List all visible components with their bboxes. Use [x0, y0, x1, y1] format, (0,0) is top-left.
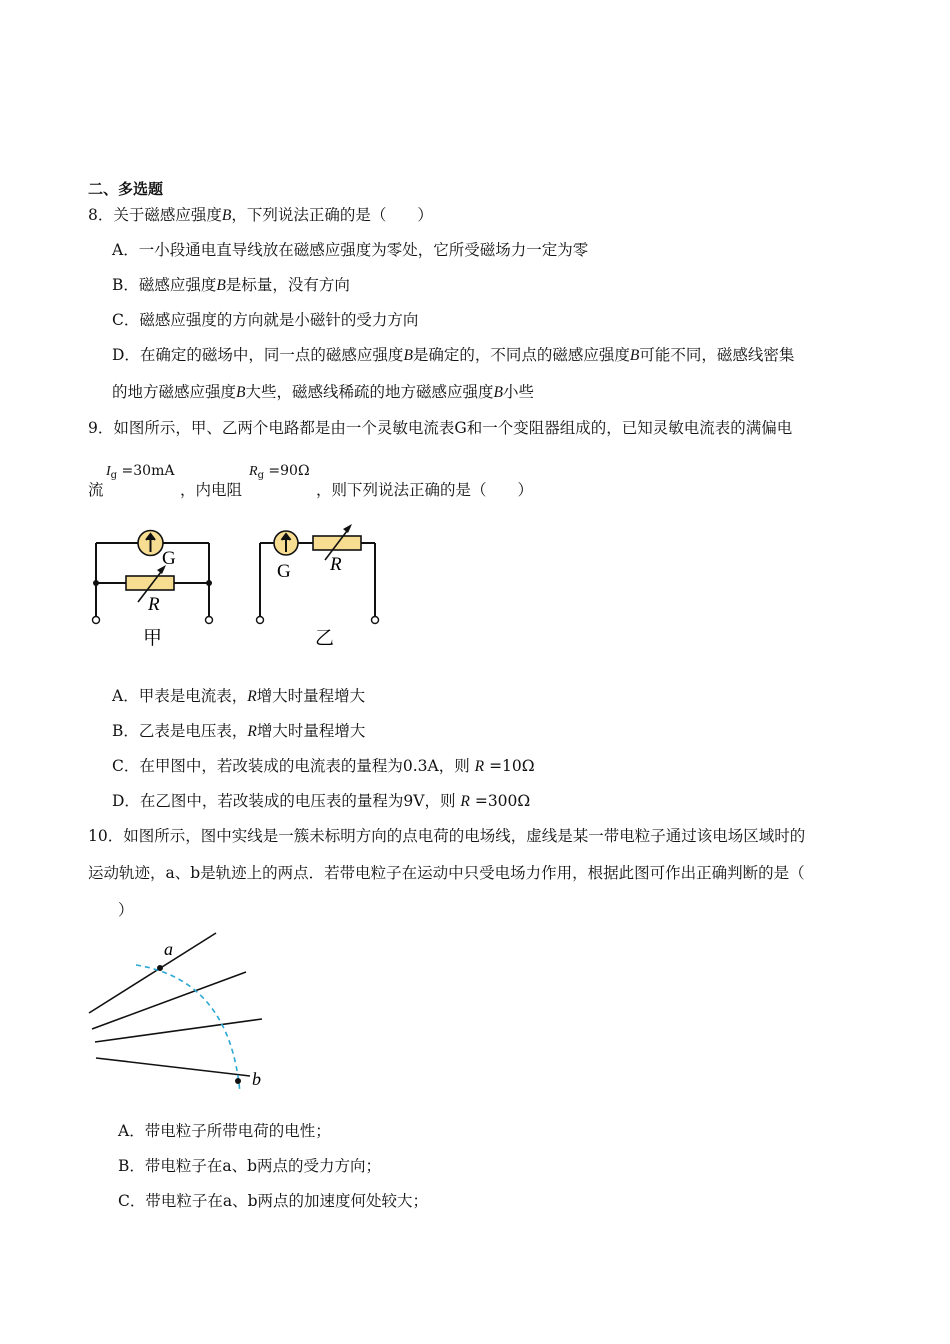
q9-stem-line1: 9．如图所示，甲、乙两个电路都是由一个灵敏电流表G和一个变阻器组成的，已知灵敏电流表的满偏电	[88, 419, 793, 437]
field-line	[89, 933, 216, 1013]
q10-option-a: A．带电粒子所带电荷的电性；	[118, 1122, 331, 1140]
q10-stem-line1: 10．如图所示，图中实线是一簇未标明方向的点电荷的电场线，虚线是某一带电粒子通过该电场区域时的	[88, 827, 806, 845]
q9-a-var: R	[247, 688, 257, 705]
q8-option-b	[112, 273, 350, 295]
rheostat-1-icon	[126, 576, 174, 590]
terminal-icon	[257, 617, 264, 624]
q8-d1c: 可能不同，磁感线密集	[639, 346, 795, 364]
q8-d2c: 小些	[502, 383, 534, 401]
q9-d-var: R	[460, 793, 470, 810]
point-a	[157, 965, 163, 971]
ig-var: I	[106, 464, 111, 479]
q8-d1a: D．在确定的磁场中，同一点的磁感应强度	[112, 346, 404, 364]
q8-b-var: B	[216, 277, 226, 294]
q9-ig-expr	[106, 463, 174, 480]
terminal-icon	[93, 617, 100, 624]
q10-stem-line2: 运动轨迹，a、b是轨迹上的两点．若带电粒子在运动中只受电场力作用，根据此图可作出正确判断的是（	[88, 864, 805, 882]
q8-option-a: A．一小段通电直导线放在磁感应强度为零处，它所受磁场力一定为零	[112, 241, 589, 259]
fig-label-r2: R	[330, 554, 342, 575]
q8-d2a: 的地方磁感应强度	[112, 383, 237, 401]
fig-label-b: b	[252, 1069, 261, 1089]
fig-label-r1: R	[148, 594, 160, 615]
section-title: 二、多选题	[88, 180, 164, 198]
q10-stem-line3: ）	[118, 901, 134, 919]
rg-val: =90Ω	[268, 463, 310, 479]
q9-option-d	[112, 789, 530, 811]
q8-d2v1: B	[236, 384, 246, 401]
q8-b-pre: B．磁感应强度	[112, 276, 217, 294]
q9-option-c	[112, 754, 535, 776]
q9-b-pre: B．乙表是电压表，	[112, 722, 248, 740]
q8-b-post: 是标量，没有方向	[225, 276, 350, 294]
q9-option-b	[112, 719, 365, 741]
q8-d1b: 是确定的，不同点的磁感应强度	[412, 346, 630, 364]
q9-a-post: 增大时量程增大	[256, 687, 366, 705]
fig-label-g1: G	[162, 548, 176, 569]
field-line	[92, 972, 246, 1029]
fig-caption-2: 乙	[315, 628, 335, 649]
ig-sub: g	[110, 470, 118, 481]
q9-option-a	[112, 684, 365, 706]
q9-circuit-figure	[80, 520, 400, 655]
q8-stem-var: B	[221, 207, 232, 224]
q9-c-pre: C．在甲图中，若改装成的电流表的量程为0.3A，则	[112, 757, 470, 775]
q10-field-figure	[80, 925, 280, 1095]
q9-d-val: =300Ω	[474, 792, 531, 810]
q8-d1v1: B	[403, 347, 413, 364]
field-line	[95, 1019, 262, 1042]
q9-d-pre: D．在乙图中，若改装成的电压表的量程为9V，则	[112, 792, 456, 810]
q9-c-val: =10Ω	[489, 757, 535, 775]
q8-option-d-line1	[112, 343, 794, 365]
point-b	[235, 1078, 241, 1084]
ig-val: =30mA	[121, 463, 175, 479]
q9-stem-line2a: 流	[88, 481, 104, 499]
q8-stem	[88, 203, 433, 225]
q8-d2v2: B	[493, 384, 503, 401]
fig-caption-1: 甲	[143, 628, 163, 649]
q10-option-b: B．带电粒子在a、b两点的受力方向；	[118, 1157, 382, 1175]
terminal-icon	[206, 617, 213, 624]
fig-label-g2: G	[277, 561, 291, 582]
q8-option-c: C．磁感应强度的方向就是小磁针的受力方向	[112, 311, 419, 329]
q9-c-var: R	[474, 758, 485, 775]
q10-option-c: C．带电粒子在a、b两点的加速度何处较大；	[118, 1192, 429, 1210]
q8-d1v2: B	[629, 347, 640, 364]
terminal-icon	[372, 617, 379, 624]
q8-stem-pre: 8．关于磁感应强度	[88, 206, 222, 224]
q8-stem-post: ，下列说法正确的是（ ）	[231, 206, 433, 224]
q9-stem-line2c: ，则下列说法正确的是（ ）	[316, 481, 534, 499]
fig-label-a: a	[164, 939, 173, 959]
q8-d2b: 大些，磁感线稀疏的地方磁感应强度	[245, 383, 494, 401]
q8-option-d-line2	[112, 380, 534, 402]
q9-b-post: 增大时量程增大	[256, 722, 366, 740]
q9-b-var: R	[247, 723, 257, 740]
rg-sub: g	[257, 470, 264, 481]
rg-var: R	[249, 464, 258, 479]
field-line	[96, 1058, 250, 1076]
q9-stem-line2b: ，内电阻	[180, 481, 243, 499]
q9-a-pre: A．甲表是电流表，	[112, 687, 248, 705]
q9-rg-expr	[249, 463, 310, 480]
